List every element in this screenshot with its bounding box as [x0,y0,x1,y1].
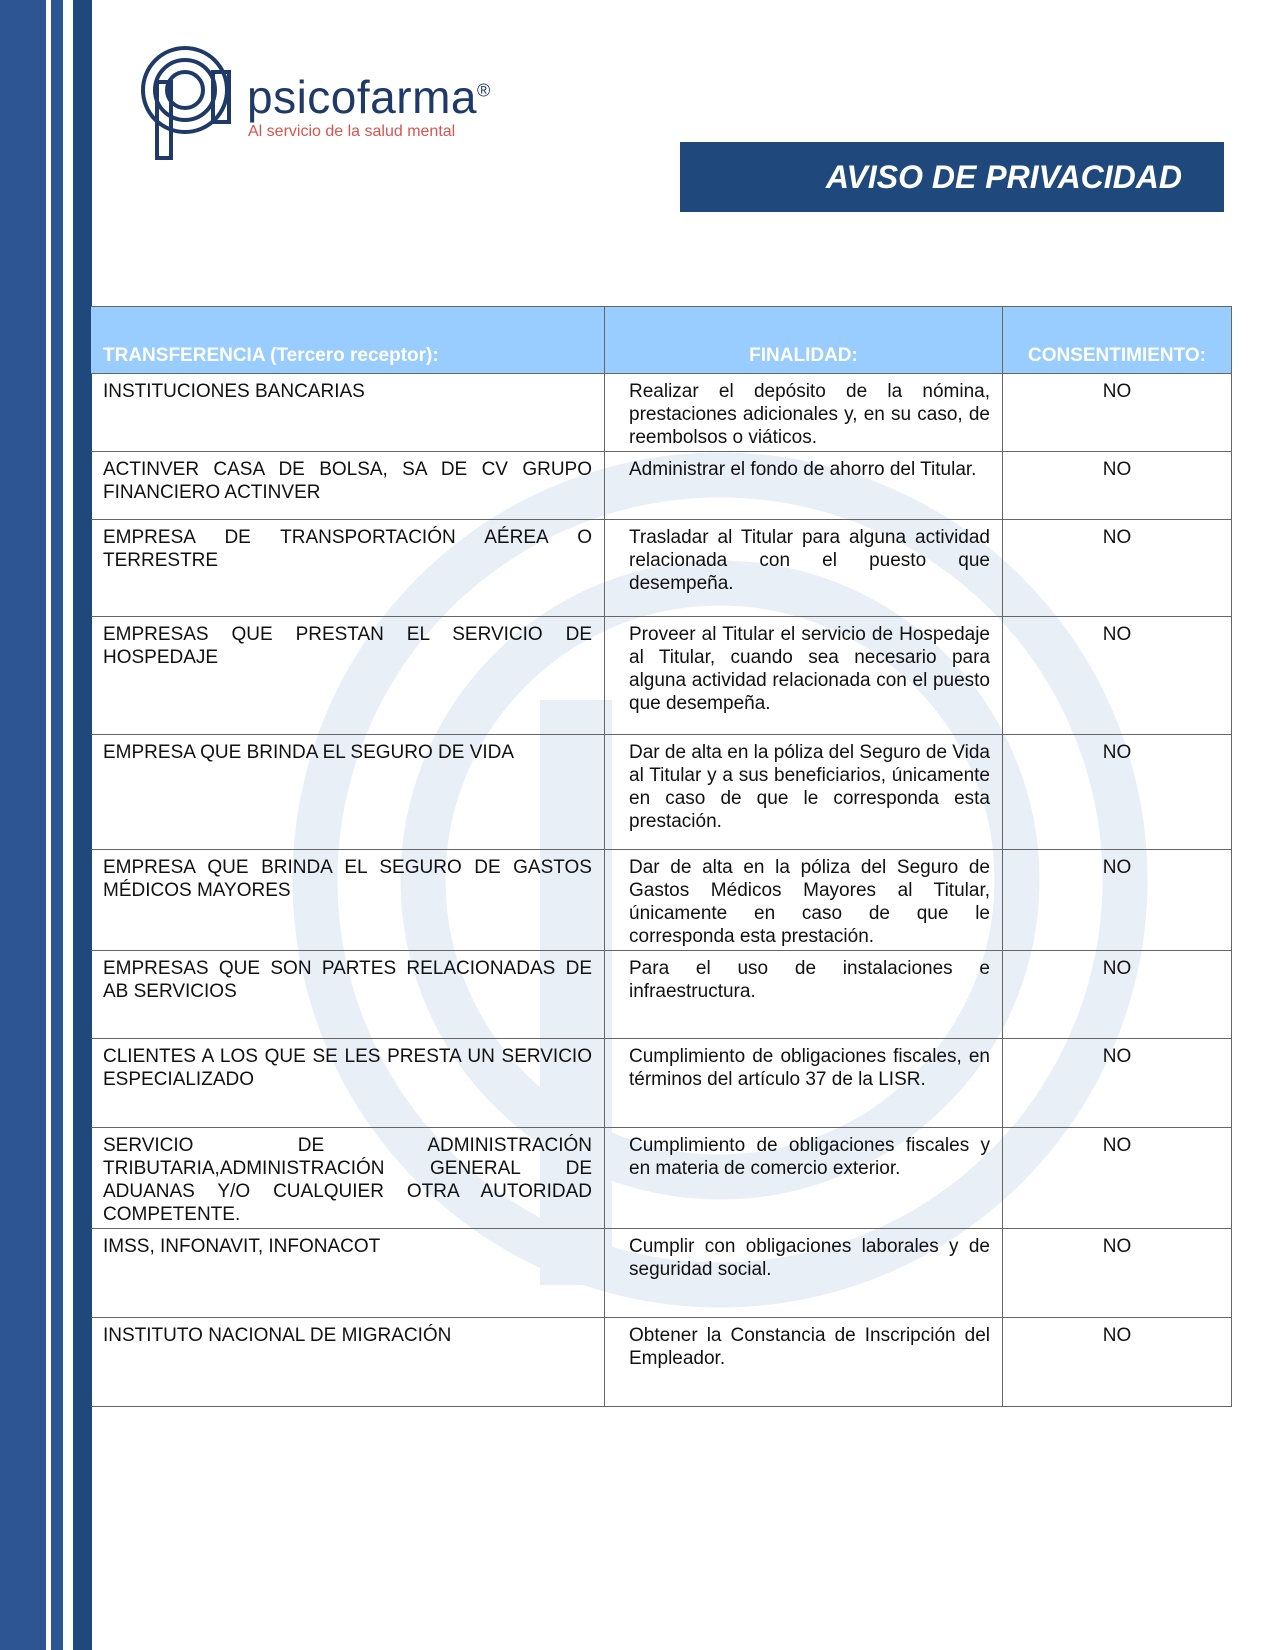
finalidad-cell: Dar de alta en la póliza del Seguro de Gastos Médicos Mayores al Titular, únicamente en caso de que le corresponda esta prestación. [605,850,1003,951]
finalidad-cell: Dar de alta en la póliza del Seguro de Vida al Titular y a sus beneficiarios, únicamente en caso de que le corresponda esta prestación. [605,735,1003,850]
consentimiento-cell: NO [1003,617,1232,735]
table-row [91,1318,1232,1407]
receptor-cell: INSTITUTO NACIONAL DE MIGRACIÓN [91,1318,605,1407]
receptor-cell: EMPRESA DE TRANSPORTACIÓN AÉREA O TERRESTRE [91,520,605,617]
finalidad-cell: Cumplimiento de obligaciones fiscales y en materia de comercio exterior. [605,1128,1003,1229]
consentimiento-cell: NO [1003,1229,1232,1318]
finalidad-cell: Cumplimiento de obligaciones fiscales, en términos del artículo 37 de la LISR. [605,1039,1003,1128]
transfers-table [91,306,1232,1407]
receptor-cell: EMPRESAS QUE SON PARTES RELACIONADAS DE AB SERVICIOS [91,951,605,1039]
brand-tagline: Al servicio de la salud mental [248,123,456,140]
finalidad-cell: Realizar el depósito de la nómina, prestaciones adicionales y, en su caso, de reembolsos o viáticos. [605,374,1003,452]
table-row [91,1128,1232,1229]
consentimiento-cell: NO [1003,735,1232,850]
finalidad-cell: Administrar el fondo de ahorro del Titular. [605,452,1003,520]
finalidad-cell: Obtener la Constancia de Inscripción del Empleador. [605,1318,1003,1407]
consentimiento-cell: NO [1003,374,1232,452]
table-row [91,520,1232,617]
finalidad-cell: Cumplir con obligaciones laborales y de seguridad social. [605,1229,1003,1318]
receptor-cell: EMPRESA QUE BRINDA EL SEGURO DE VIDA [91,735,605,850]
consentimiento-cell: NO [1003,1318,1232,1407]
table-row [91,1039,1232,1128]
header-finalidad: FINALIDAD: [605,307,1003,374]
side-stripe [0,0,46,1650]
consentimiento-cell: NO [1003,951,1232,1039]
table-row [91,1229,1232,1318]
table-row [91,951,1232,1039]
table-header-row [91,307,1232,374]
finalidad-cell: Proveer al Titular el servicio de Hospedaje al Titular, cuando sea necesario para alguna actividad relacionada con el puesto que desempeña. [605,617,1003,735]
table-row [91,452,1232,520]
receptor-cell: IMSS, INFONAVIT, INFONACOT [91,1229,605,1318]
table-row [91,374,1232,452]
side-stripe [73,0,92,1650]
consentimiento-cell: NO [1003,850,1232,951]
consentimiento-cell: NO [1003,1039,1232,1128]
table-row [91,850,1232,951]
table-row [91,735,1232,850]
consentimiento-cell: NO [1003,1128,1232,1229]
finalidad-cell: Trasladar al Titular para alguna actividad relacionada con el puesto que desempeña. [605,520,1003,617]
header-transferencia: TRANSFERENCIA (Tercero receptor): [91,307,605,374]
table-row [91,617,1232,735]
brand-name: psicofarma® [247,71,491,123]
finalidad-cell: Para el uso de instalaciones e infraestructura. [605,951,1003,1039]
receptor-cell: CLIENTES A LOS QUE SE LES PRESTA UN SERVICIO ESPECIALIZADO [91,1039,605,1128]
page-title: AVISO DE PRIVACIDAD [680,142,1224,212]
receptor-cell: EMPRESAS QUE PRESTAN EL SERVICIO DE HOSPEDAJE [91,617,605,735]
header-consentimiento: CONSENTIMIENTO: [1003,307,1232,374]
consentimiento-cell: NO [1003,520,1232,617]
receptor-cell: SERVICIO DE ADMINISTRACIÓN TRIBUTARIA,ADMINISTRACIÓN GENERAL DE ADUANAS Y/O CUALQUIER OTRA AUTORIDAD COMPETENTE. [91,1128,605,1229]
receptor-cell: EMPRESA QUE BRINDA EL SEGURO DE GASTOS MÉDICOS MAYORES [91,850,605,951]
receptor-cell: INSTITUCIONES BANCARIAS [91,374,605,452]
consentimiento-cell: NO [1003,452,1232,520]
side-stripe [51,0,63,1650]
receptor-cell: ACTINVER CASA DE BOLSA, SA DE CV GRUPO FINANCIERO ACTINVER [91,452,605,520]
